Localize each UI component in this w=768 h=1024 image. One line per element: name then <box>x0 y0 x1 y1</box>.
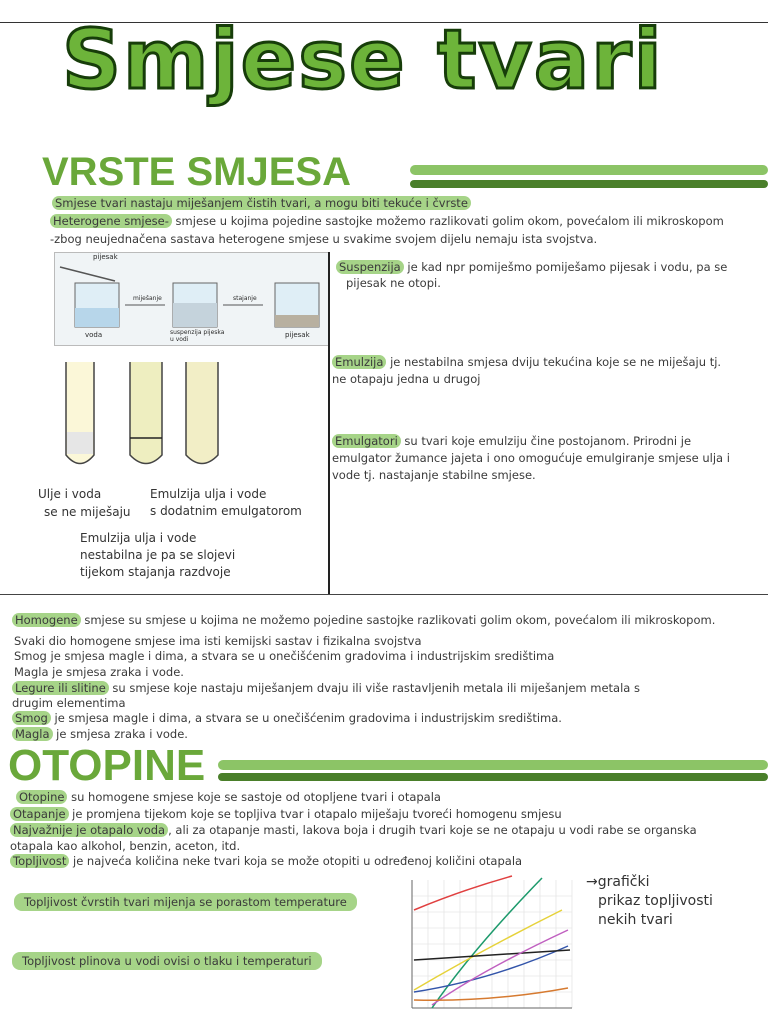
suspension-diagram <box>54 252 330 346</box>
homogene-l2: Svaki dio homogene smjese ima isti kemijski sastav i fizikalna svojstva <box>14 634 422 648</box>
fog-def: Magla je smjesa zraka i vode. <box>12 726 188 742</box>
graph-note-3: nekih tvari <box>598 912 673 928</box>
otapanje-def: Otapanje je promjena tijekom koje se topljiva tvar i otapalo miješaju tvoreći homogenu smjesu <box>10 806 562 822</box>
homogene-def: Homogene smjese su smjese u kojima ne možemo pojedine sastojke razlikovati golim okom, povećalom ili mikroskopom. <box>12 612 715 628</box>
section-heading-otopine: OTOPINE <box>8 741 206 790</box>
tube-label-1b: se ne miješaju <box>44 505 131 519</box>
solubility-graph <box>392 870 578 1020</box>
heterogene-note: -zbog neujednačena sastava heterogene smjese u svakime svojem dijelu nemaju ista svojstva. <box>50 232 598 246</box>
otopine-bar <box>218 760 768 770</box>
alloy-def-2: drugim elementima <box>12 696 126 710</box>
graph-note-2: prikaz topljivosti <box>598 893 713 909</box>
tube-label-3b: nestabilna je pa se slojevi <box>80 548 236 562</box>
heading-bar <box>410 165 768 175</box>
otapalo-def: Najvažnije je otapalo voda , ali za otapanje masti, lakova boja i drugih tvari koje se ne otapaju u vodi rabe se organska <box>10 822 697 838</box>
label-pijesak: pijesak <box>285 331 310 339</box>
alloy-def: Legure ili slitine su smjese koje nastaju miješanjem dvaju ili više rastavljenih metala ili miješanjem metala s <box>12 680 640 696</box>
tube-label-3c: tijekom stajanja razdvoje <box>80 565 231 579</box>
otopine-bar-dark <box>218 773 768 781</box>
solid-solubility: Topljivost čvrstih tvari mijenja se porastom temperature <box>14 894 357 910</box>
label-pijesak-top: pijesak <box>93 253 118 261</box>
tube-label-2b: s dodatnim emulgatorom <box>150 504 302 518</box>
emulsion-def: Emulzija je nestabilna smjesa dviju tekućina koje se ne miješaju tj. <box>332 354 721 370</box>
tube-label-3a: Emulzija ulja i vode <box>80 531 197 545</box>
label-suspenzija: suspenzija pijeska u vodi <box>170 329 225 343</box>
intro-line: Smjese tvari nastaju miješanjem čistih tvari, a mogu biti tekuće i čvrste <box>52 195 471 211</box>
emulsion-def-2: ne otapaju jedna u drugoj <box>332 372 481 386</box>
test-tubes-illustration <box>60 360 230 480</box>
emulsifier-def-2: emulgator žumance jajeta i ono omogućuje emulgiranje smjese ulja i <box>332 451 730 465</box>
smog-def: Smog je smjesa magle i dima, a stvara se u onečišćenim gradovima i industrijskim središtima. <box>12 710 562 726</box>
column-divider <box>328 252 330 594</box>
emulsifier-def: Emulgatori su tvari koje emulziju čine postojanom. Prirodni je <box>332 433 691 449</box>
heterogene-line: Heterogene smjese- smjese u kojima pojedine sastojke možemo razlikovati golim okom, povećalom ili mikroskopom <box>50 213 724 229</box>
otopine-def: Otopine su homogene smjese koje se sastoje od otopljene tvari i otapala <box>16 789 441 805</box>
homogene-l4: Magla je smjesa zraka i vode. <box>14 665 184 679</box>
tube-label-1a: Ulje i voda <box>38 487 102 501</box>
suspension-def-2: pijesak ne otopi. <box>346 276 441 290</box>
tube-label-2a: Emulzija ulja i vode <box>150 487 267 501</box>
section-rule <box>0 594 768 595</box>
heading-bar-dark <box>410 180 768 188</box>
graph-note-1: →grafički <box>586 874 650 890</box>
emulsifier-def-3: vode tj. nastajanje stabilne smjese. <box>332 468 536 482</box>
gas-solubility: Topljivost plinova u vodi ovisi o tlaku i temperaturi <box>12 953 322 969</box>
otapalo-def-2: otapala kao alkohol, benzin, aceton, itd. <box>10 839 241 853</box>
topljivost-def: Topljivost je najveća količina neke tvari koja se može otopiti u određenoj količini otapala <box>10 853 522 869</box>
label-mijesanje: miješanje <box>133 295 162 302</box>
suspension-def: Suspenzija je kad npr pomiješmo pomiješamo pijesak i vodu, pa se <box>336 259 727 275</box>
section-heading-vrste: VRSTE SMJESA <box>42 150 351 194</box>
homogene-l3: Smog je smjesa magle i dima, a stvara se u onečišćenim gradovima i industrijskim središtima <box>14 649 555 663</box>
label-stajanje: stajanje <box>233 295 257 302</box>
page-title: Smjese tvari <box>62 13 664 108</box>
label-voda: voda <box>85 331 103 339</box>
